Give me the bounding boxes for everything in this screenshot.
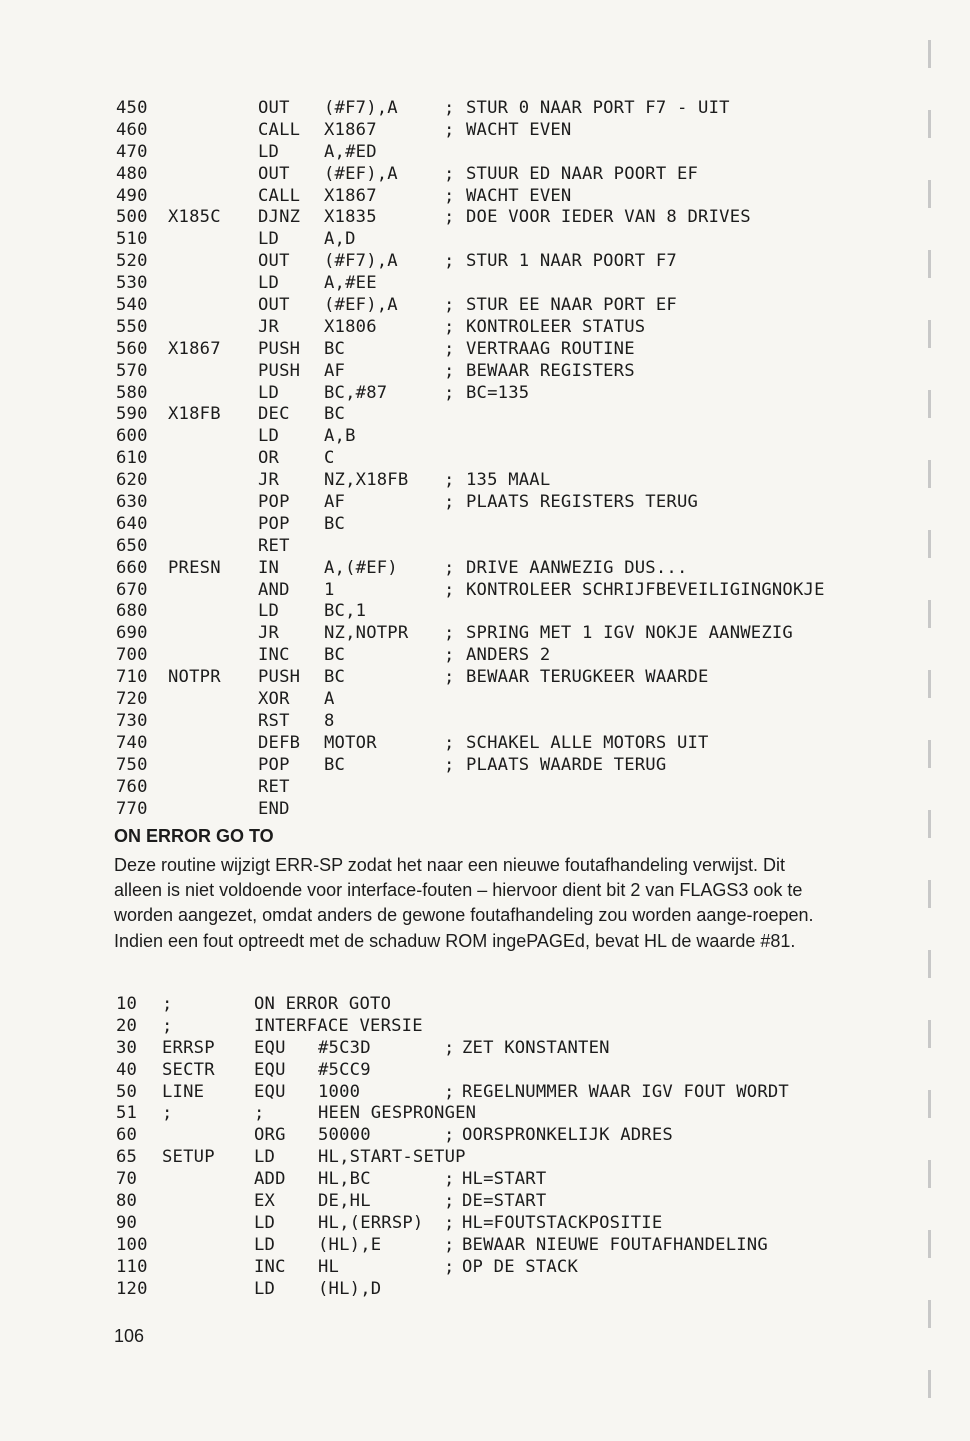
- line-opcode: AND: [258, 579, 290, 600]
- line-separator: ;: [444, 98, 455, 118]
- line-comment: REGELNUMMER WAAR IGV FOUT WORDT: [462, 1081, 789, 1102]
- line-operand: X1867: [324, 185, 377, 206]
- line-number: 120: [116, 1278, 148, 1299]
- line-comment: VERTRAAG ROUTINE: [466, 338, 635, 359]
- line-opcode: INTERFACE VERSIE: [254, 1015, 423, 1036]
- line-comment: STUR 1 NAAR POORT F7: [466, 251, 677, 272]
- line-operand: C: [324, 448, 335, 469]
- line-separator: ;: [444, 579, 455, 600]
- line-number: 460: [116, 119, 148, 140]
- line-number: 110: [116, 1256, 148, 1277]
- line-comment: STUR EE NAAR PORT EF: [466, 295, 677, 316]
- line-separator: ;: [444, 316, 455, 337]
- line-operand: #5C3D: [318, 1037, 371, 1058]
- line-number: 540: [116, 295, 148, 316]
- line-opcode: CALL: [258, 185, 301, 206]
- line-separator: ;: [444, 754, 455, 775]
- line-opcode: OUT: [258, 98, 290, 118]
- line-number: 90: [116, 1212, 138, 1233]
- line-separator: ;: [444, 338, 455, 359]
- line-number: 730: [116, 710, 148, 731]
- line-comment: DRIVE AANWEZIG DUS...: [466, 557, 688, 578]
- line-separator: ;: [444, 1191, 455, 1212]
- line-number: 70: [116, 1169, 138, 1190]
- line-operand: HL: [318, 1256, 340, 1277]
- line-opcode: JR: [258, 623, 280, 644]
- line-opcode: ON ERROR GOTO: [254, 994, 392, 1014]
- line-separator: ;: [444, 492, 455, 513]
- line-operand: X1835: [324, 207, 377, 228]
- line-separator: ;: [444, 1081, 455, 1102]
- line-operand: (#F7),A: [324, 98, 398, 118]
- line-separator: ;: [444, 1125, 455, 1146]
- line-operand: HL,BC: [318, 1169, 371, 1190]
- line-comment: BC=135: [466, 382, 530, 403]
- line-separator: ;: [444, 557, 455, 578]
- line-comment: HL=FOUTSTACKPOSITIE: [462, 1212, 663, 1233]
- line-opcode: LD: [254, 1212, 276, 1233]
- line-number: 590: [116, 404, 148, 425]
- line-operand: (#EF),A: [324, 295, 398, 316]
- line-label: PRESN: [168, 557, 221, 578]
- line-number: 690: [116, 623, 148, 644]
- line-operand: A,B: [324, 426, 356, 447]
- line-number: 510: [116, 229, 148, 250]
- line-opcode: ADD: [254, 1169, 286, 1190]
- line-operand: HL,START-SETUP: [318, 1147, 466, 1168]
- line-comment: DOE VOOR IEDER VAN 8 DRIVES: [466, 207, 751, 228]
- line-label: X18FB: [168, 404, 221, 425]
- line-comment: DE=START: [462, 1191, 547, 1212]
- line-comment: STUR 0 NAAR PORT F7 - UIT: [466, 98, 730, 118]
- line-separator: ;: [444, 667, 455, 688]
- line-opcode: INC: [258, 645, 290, 666]
- line-separator: ;: [444, 1234, 455, 1255]
- line-number: 490: [116, 185, 148, 206]
- line-number: 650: [116, 535, 148, 556]
- line-number: 610: [116, 448, 148, 469]
- line-opcode: POP: [258, 754, 290, 775]
- line-separator: ;: [444, 295, 455, 316]
- line-separator: ;: [444, 623, 455, 644]
- line-label: SETUP: [162, 1147, 215, 1168]
- line-opcode: ;: [254, 1103, 265, 1124]
- line-label: NOTPR: [168, 667, 221, 688]
- line-comment: STUUR ED NAAR POORT EF: [466, 163, 699, 184]
- line-opcode: JR: [258, 316, 280, 337]
- line-comment: HL=START: [462, 1169, 547, 1190]
- line-number: 480: [116, 163, 148, 184]
- line-number: 51: [116, 1103, 138, 1124]
- line-number: 640: [116, 513, 148, 534]
- page-edge-marks: [928, 40, 936, 1420]
- line-number: 65: [116, 1147, 138, 1168]
- line-opcode: LD: [258, 141, 280, 162]
- line-number: 570: [116, 360, 148, 381]
- line-opcode: PUSH: [258, 338, 301, 359]
- line-number: 530: [116, 273, 148, 294]
- line-comment: WACHT EVEN: [466, 185, 572, 206]
- line-opcode: ORG: [254, 1125, 286, 1146]
- line-opcode: END: [258, 798, 290, 819]
- line-opcode: EQU: [254, 1081, 286, 1102]
- page-number: 106: [114, 1326, 145, 1346]
- line-comment: OP DE STACK: [462, 1256, 579, 1277]
- line-label: X1867: [168, 338, 221, 359]
- line-number: 40: [116, 1059, 138, 1080]
- line-number: 100: [116, 1234, 148, 1255]
- line-number: 450: [116, 98, 148, 118]
- line-opcode: LD: [258, 601, 280, 622]
- line-label: ;: [162, 994, 173, 1014]
- line-number: 720: [116, 689, 148, 710]
- line-opcode: POP: [258, 513, 290, 534]
- line-opcode: LD: [254, 1147, 276, 1168]
- line-opcode: LD: [254, 1278, 276, 1299]
- line-opcode: LD: [258, 229, 280, 250]
- line-opcode: INC: [254, 1256, 286, 1277]
- line-operand: BC,1: [324, 601, 367, 622]
- line-separator: ;: [444, 163, 455, 184]
- line-comment: OORSPRONKELIJK ADRES: [462, 1125, 673, 1146]
- line-number: 620: [116, 470, 148, 491]
- line-operand: BC: [324, 754, 346, 775]
- line-label: ;: [162, 1103, 173, 1124]
- line-opcode: LD: [258, 273, 280, 294]
- line-separator: ;: [444, 119, 455, 140]
- line-number: 630: [116, 492, 148, 513]
- line-opcode: POP: [258, 492, 290, 513]
- line-operand: BC: [324, 513, 346, 534]
- line-opcode: JR: [258, 470, 280, 491]
- line-number: 670: [116, 579, 148, 600]
- line-opcode: LD: [254, 1234, 276, 1255]
- line-number: 560: [116, 338, 148, 359]
- line-separator: ;: [444, 1037, 455, 1058]
- line-opcode: EX: [254, 1191, 276, 1212]
- line-comment: ZET KONSTANTEN: [462, 1037, 610, 1058]
- line-opcode: LD: [258, 382, 280, 403]
- line-number: 470: [116, 141, 148, 162]
- line-comment: BEWAAR NIEUWE FOUTAFHANDELING: [462, 1234, 768, 1255]
- line-opcode: OR: [258, 448, 280, 469]
- line-separator: ;: [444, 360, 455, 381]
- line-operand: HEEN GESPRONGEN: [318, 1103, 477, 1124]
- line-label: LINE: [162, 1081, 205, 1102]
- line-operand: 1: [324, 579, 335, 600]
- line-opcode: XOR: [258, 689, 290, 710]
- line-comment: PLAATS WAARDE TERUG: [466, 754, 667, 775]
- line-number: 660: [116, 557, 148, 578]
- line-opcode: OUT: [258, 251, 290, 272]
- line-operand: A: [324, 689, 335, 710]
- line-operand: AF: [324, 360, 346, 381]
- line-operand: #5CC9: [318, 1059, 371, 1080]
- line-number: 520: [116, 251, 148, 272]
- line-opcode: DEC: [258, 404, 290, 425]
- line-opcode: CALL: [258, 119, 301, 140]
- line-operand: X1867: [324, 119, 377, 140]
- line-operand: DE,HL: [318, 1191, 371, 1212]
- line-comment: SPRING MET 1 IGV NOKJE AANWEZIG: [466, 623, 793, 644]
- line-comment: BEWAAR TERUGKEER WAARDE: [466, 667, 709, 688]
- line-comment: 135 MAAL: [466, 470, 551, 491]
- section-paragraph: Deze routine wijzigt ERR-SP zodat het naar een nieuwe foutafhandeling verwijst. Dit alleen is niet voldoende voor interface-fouten – hiervoor dient bit 2 van FLAGS3 ook te worden aangezet, omdat anders de gewone foutafhandeling zou worden aange-roepen. Indien een fout optreedt met de schaduw ROM ingePAGEd, bevat HL de waarde #81.: [114, 855, 814, 951]
- line-number: 750: [116, 754, 148, 775]
- line-number: 60: [116, 1125, 138, 1146]
- line-comment: BEWAAR REGISTERS: [466, 360, 635, 381]
- line-comment: ANDERS 2: [466, 645, 551, 666]
- line-operand: A,(#EF): [324, 557, 398, 578]
- line-opcode: OUT: [258, 163, 290, 184]
- line-separator: ;: [444, 732, 455, 753]
- line-operand: NZ,X18FB: [324, 470, 409, 491]
- line-opcode: EQU: [254, 1037, 286, 1058]
- line-opcode: IN: [258, 557, 280, 578]
- line-operand: BC: [324, 404, 346, 425]
- line-number: 770: [116, 798, 148, 819]
- line-number: 20: [116, 1015, 138, 1036]
- line-operand: BC: [324, 338, 346, 359]
- line-operand: 50000: [318, 1125, 371, 1146]
- line-separator: ;: [444, 1256, 455, 1277]
- line-separator: ;: [444, 251, 455, 272]
- line-separator: ;: [444, 1212, 455, 1233]
- line-operand: AF: [324, 492, 346, 513]
- line-operand: A,#ED: [324, 141, 377, 162]
- line-separator: ;: [444, 185, 455, 206]
- line-operand: A,#EE: [324, 273, 377, 294]
- line-number: 30: [116, 1037, 138, 1058]
- line-number: 760: [116, 776, 148, 797]
- line-operand: BC: [324, 667, 346, 688]
- line-opcode: EQU: [254, 1059, 286, 1080]
- line-separator: ;: [444, 470, 455, 491]
- line-operand: HL,(ERRSP): [318, 1212, 424, 1233]
- line-comment: SCHAKEL ALLE MOTORS UIT: [466, 732, 709, 753]
- line-operand: X1806: [324, 316, 377, 337]
- line-comment: KONTROLEER STATUS: [466, 316, 646, 337]
- line-number: 600: [116, 426, 148, 447]
- line-comment: PLAATS REGISTERS TERUG: [466, 492, 699, 513]
- line-label: SECTR: [162, 1059, 215, 1080]
- line-opcode: RET: [258, 776, 290, 797]
- line-number: 710: [116, 667, 148, 688]
- line-number: 50: [116, 1081, 138, 1102]
- line-label: ;: [162, 1015, 173, 1036]
- line-number: 550: [116, 316, 148, 337]
- line-opcode: RET: [258, 535, 290, 556]
- line-label: ERRSP: [162, 1037, 215, 1058]
- line-number: 500: [116, 207, 148, 228]
- line-number: 80: [116, 1191, 138, 1212]
- line-opcode: RST: [258, 710, 290, 731]
- line-operand: (HL),E: [318, 1234, 382, 1255]
- line-operand: A,D: [324, 229, 356, 250]
- line-operand: (HL),D: [318, 1278, 382, 1299]
- line-separator: ;: [444, 1169, 455, 1190]
- line-number: 740: [116, 732, 148, 753]
- line-operand: MOTOR: [324, 732, 377, 753]
- line-number: 10: [116, 994, 138, 1014]
- line-opcode: PUSH: [258, 667, 301, 688]
- line-operand: (#EF),A: [324, 163, 398, 184]
- line-comment: KONTROLEER SCHRIJFBEVEILIGINGNOKJE: [466, 579, 825, 600]
- line-opcode: DEFB: [258, 732, 301, 753]
- line-number: 700: [116, 645, 148, 666]
- line-opcode: LD: [258, 426, 280, 447]
- line-operand: BC,#87: [324, 382, 388, 403]
- line-operand: 8: [324, 710, 335, 731]
- line-separator: ;: [444, 382, 455, 403]
- line-operand: NZ,NOTPR: [324, 623, 409, 644]
- line-opcode: OUT: [258, 295, 290, 316]
- line-number: 680: [116, 601, 148, 622]
- line-operand: (#F7),A: [324, 251, 398, 272]
- section-heading: ON ERROR GO TO: [114, 826, 274, 846]
- line-separator: ;: [444, 207, 455, 228]
- line-number: 580: [116, 382, 148, 403]
- line-opcode: PUSH: [258, 360, 301, 381]
- line-comment: WACHT EVEN: [466, 119, 572, 140]
- line-operand: BC: [324, 645, 346, 666]
- line-separator: ;: [444, 645, 455, 666]
- line-opcode: DJNZ: [258, 207, 301, 228]
- line-operand: 1000: [318, 1081, 361, 1102]
- line-label: X185C: [168, 207, 221, 228]
